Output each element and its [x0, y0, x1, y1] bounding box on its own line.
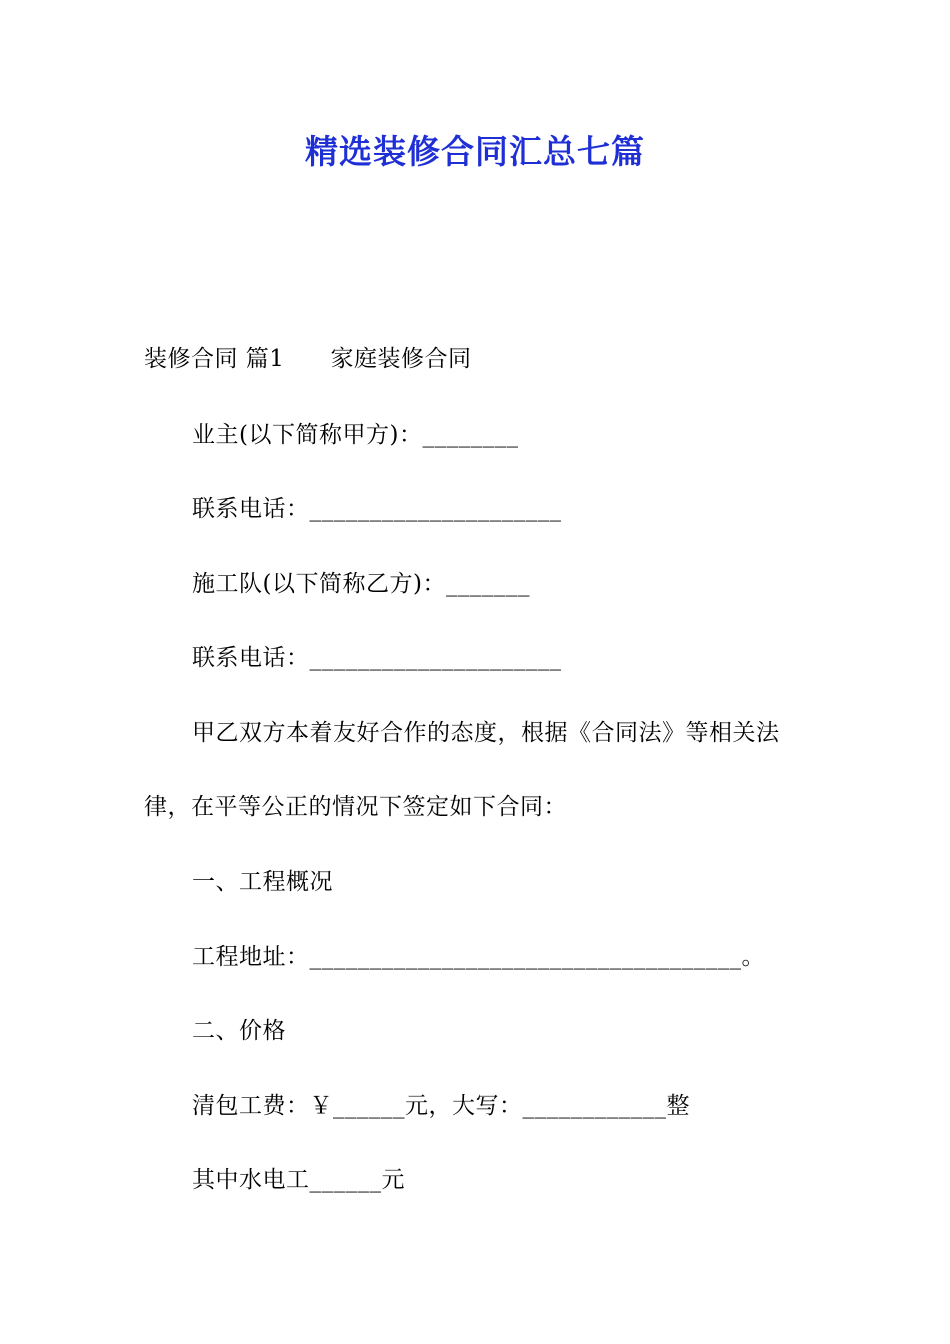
preamble-line-2: 律，在平等公正的情况下签定如下合同：: [144, 794, 567, 820]
project-address-line: 工程地址：____________________________________。: [192, 944, 765, 970]
contract-heading: [144, 342, 471, 376]
section-2-heading: 二、价格: [192, 1018, 286, 1044]
contractor-line: 施工队(以下简称乙方)：_______: [192, 571, 530, 597]
labor-fee-line: 清包工费：￥______元，大写：____________整: [192, 1093, 690, 1119]
section-1-heading: 一、工程概况: [192, 869, 333, 895]
document-title: 精选装修合同汇总七篇: [305, 132, 645, 171]
owner-line: 业主(以下简称甲方)：________: [192, 422, 519, 448]
preamble-line-1: 甲乙双方本着友好合作的态度，根据《合同法》等相关法: [192, 720, 780, 746]
contract-heading-part2: 家庭装修合同: [330, 346, 472, 372]
contract-heading-part1: 装修合同 篇1: [144, 346, 285, 372]
owner-phone-line: 联系电话：_____________________: [192, 496, 562, 522]
contractor-phone-line: 联系电话：_____________________: [192, 645, 562, 671]
electrician-fee-line: 其中水电工______元: [192, 1167, 405, 1193]
